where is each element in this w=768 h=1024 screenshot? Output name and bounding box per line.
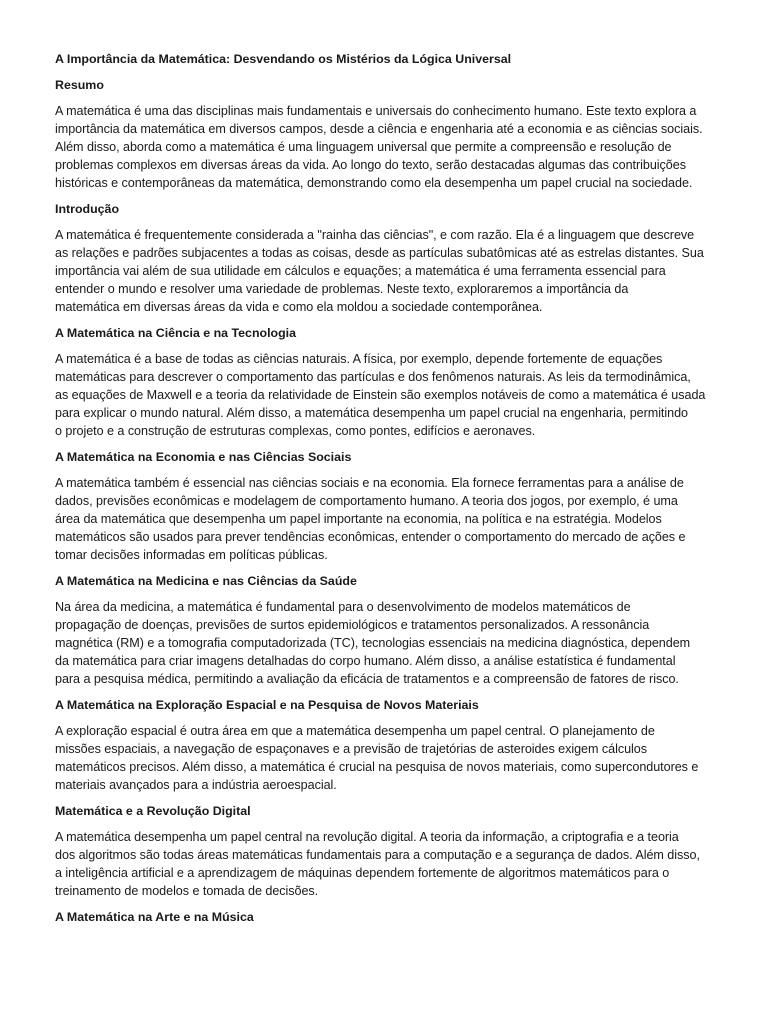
section-heading: A Matemática na Exploração Espacial e na Pesquisa de Novos Materiais	[55, 698, 479, 712]
paragraph-line: matemática em diversas áreas da vida e como ela moldou a sociedade contemporânea.	[55, 300, 543, 314]
paragraph-line: para a pesquisa médica, permitindo a avaliação da eficácia de tratamentos e a compreensão de fatores de risco.	[55, 672, 679, 686]
paragraph-line: matemáticos precisos. Além disso, a matemática é crucial na pesquisa de novos materiais, como supercondutores e	[55, 760, 699, 774]
paragraph-line: a inteligência artificial e a aprendizagem de máquinas dependem fortemente de algoritmos matemáticos para o	[55, 866, 670, 880]
section-heading: A Matemática na Ciência e na Tecnologia	[55, 326, 296, 340]
paragraph-line: para explicar o mundo natural. Além disso, a matemática desempenha um papel crucial na engenharia, permitindo	[55, 406, 688, 420]
paragraph-line: magnética (RM) e a tomografia computadorizada (TC), tecnologias essenciais na medicina diagnóstica, dependem	[55, 636, 691, 650]
paragraph-line: propagação de doenças, previsões de surtos epidemiológicos e tratamentos personalizados. A ressonância	[55, 618, 650, 632]
paragraph-line: importância da matemática em diversos campos, desde a ciência e engenharia até a economia e as ciências sociais.	[55, 122, 703, 136]
paragraph-line: A matemática desempenha um papel central na revolução digital. A teoria da informação, a criptografia e a teoria	[55, 830, 679, 844]
section-paragraph	[55, 598, 727, 688]
section-paragraph	[55, 722, 727, 794]
paragraph-line: problemas complexos em diversas áreas da vida. Ao longo do texto, serão destacadas algumas das contribuições	[55, 158, 686, 172]
paragraph-line: o projeto e a construção de estruturas complexas, como pontes, edifícios e aeronaves.	[55, 424, 536, 438]
paragraph-line: tomar decisões informadas em políticas públicas.	[55, 548, 328, 562]
paragraph-line: materiais avançados para a indústria aeroespacial.	[55, 778, 337, 792]
section-heading: A Matemática na Economia e nas Ciências Sociais	[55, 450, 352, 464]
paragraph-line: as equações de Maxwell e a teoria da relatividade de Einstein são exemplos notáveis de como a matemática é usada	[55, 388, 706, 402]
paragraph-line: A matemática é uma das disciplinas mais fundamentais e universais do conhecimento humano. Este texto explora a	[55, 104, 697, 118]
paragraph-line: treinamento de modelos e tomada de decisões.	[55, 884, 319, 898]
document-sections	[55, 76, 727, 926]
paragraph-line: Além disso, aborda como a matemática é uma linguagem universal que permite a compreensão e resolução de	[55, 140, 672, 154]
paragraph-line: entender o mundo e resolver uma variedade de problemas. Neste texto, exploraremos a importância da	[55, 282, 629, 296]
paragraph-line: da matemática para criar imagens detalhadas do corpo humano. Além disso, a análise estatística é fundamental	[55, 654, 676, 668]
section-heading: A Matemática na Arte e na Música	[55, 910, 254, 924]
section-heading: Matemática e a Revolução Digital	[55, 804, 251, 818]
paragraph-line: históricas e contemporâneas da matemática, demonstrando como ela desempenha um papel crucial na sociedade.	[55, 176, 693, 190]
paragraph-line: matemáticas para descrever o comportamento das partículas e dos fenômenos naturais. As leis da termodinâmica,	[55, 370, 691, 384]
section-paragraph	[55, 474, 727, 564]
paragraph-line: missões espaciais, a navegação de espaçonaves e a previsão de trajetórias de asteroides exigem cálculos	[55, 742, 647, 756]
section-heading: Resumo	[55, 78, 104, 92]
paragraph-line: A matemática é frequentemente considerada a "rainha das ciências", e com razão. Ela é a linguagem que descreve	[55, 228, 695, 242]
document-page	[55, 50, 727, 934]
paragraph-line: as relações e padrões subjacentes a todas as coisas, desde as partículas subatômicas até as estrelas distantes. Sua	[55, 246, 704, 260]
paragraph-line: matemáticos são usados para prever tendências econômicas, entender o comportamento do mercado de ações e	[55, 530, 686, 544]
section-paragraph	[55, 350, 727, 440]
section-heading: Introdução	[55, 202, 120, 216]
section-paragraph	[55, 226, 727, 316]
section-paragraph	[55, 102, 727, 192]
paragraph-line: Na área da medicina, a matemática é fundamental para o desenvolvimento de modelos matemáticos de	[55, 600, 631, 614]
paragraph-line: dos algoritmos são todas áreas matemáticas fundamentais para a computação e a segurança de dados. Além disso,	[55, 848, 700, 862]
section-paragraph	[55, 828, 727, 900]
section-heading: A Matemática na Medicina e nas Ciências da Saúde	[55, 574, 357, 588]
paragraph-line: A exploração espacial é outra área em que a matemática desempenha um papel central. O planejamento de	[55, 724, 655, 738]
paragraph-line: dados, previsões econômicas e modelagem de comportamento humano. A teoria dos jogos, por exemplo, é uma	[55, 494, 678, 508]
paragraph-line: área da matemática que desempenha um papel importante na economia, na política e na estratégia. Modelos	[55, 512, 662, 526]
paragraph-line: importância vai além de sua utilidade em cálculos e equações; a matemática é uma ferramenta essencial para	[55, 264, 666, 278]
paragraph-line: A matemática é a base de todas as ciências naturais. A física, por exemplo, depende fortemente de equações	[55, 352, 663, 366]
document-title: A Importância da Matemática: Desvendando os Mistérios da Lógica Universal	[55, 52, 512, 66]
paragraph-line: A matemática também é essencial nas ciências sociais e na economia. Ela fornece ferramentas para a análise de	[55, 476, 684, 490]
